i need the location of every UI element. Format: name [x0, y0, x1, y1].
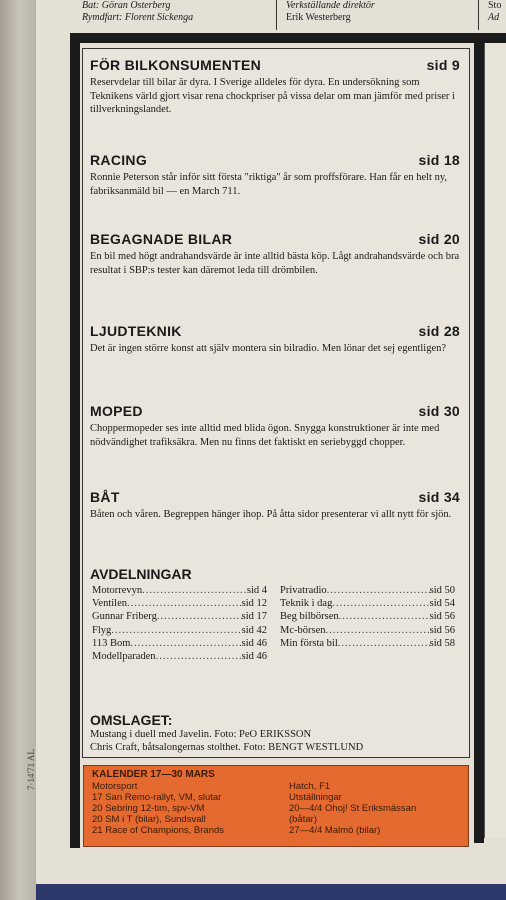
omslaget-text — [90, 728, 465, 754]
list-item: Gunnar Friberg ..... sid 17 — [92, 610, 267, 623]
kalender-line: 20 Sebring 12-tim, spv-VM — [92, 803, 205, 814]
section-bat — [90, 488, 460, 522]
section-title: MOPED — [90, 403, 143, 419]
kalender-line: 21 Race of Champions, Brands — [92, 825, 225, 836]
kalender-line: 20—4/4 Ohoj! St Eriksmässan — [289, 803, 417, 814]
section-text: Reservdelar till bilar är dyra. I Sverige alldeles för dyra. En undersökning som Teknikens värld gjort visar rena chockpriser på vissa delar om man jämför med priser i tillverkningslandet. — [90, 77, 455, 115]
masthead-line: Rymdfart: Florent Sickenga — [82, 12, 194, 23]
kalender-box — [83, 765, 469, 847]
kalender-line: Motorsport — [92, 781, 138, 792]
list-item: Beg bilbörsen ..... sid 56 — [280, 610, 455, 623]
kalender-line: (båtar) — [289, 814, 317, 825]
section-text: En bil med högt andrahandsvärde är inte alltid bästa köp. Lågt andrahandsvärde och bra resultat i SBP:s tester kan däremot leda till drömbilen. — [90, 251, 460, 276]
section-text: Det är ingen större konst att själv montera sin bilradio. Men lönar det sej egentligen? — [90, 343, 447, 354]
section-page: sid 28 — [418, 323, 460, 339]
section-page: sid 18 — [418, 152, 460, 168]
kalender-line: Hatch, F1 — [289, 781, 331, 792]
masthead-divider — [276, 0, 277, 30]
section-page: sid 34 — [418, 489, 460, 505]
section-moped — [90, 402, 460, 449]
section-title: LJUDTEKNIK — [90, 323, 182, 339]
kalender-title: KALENDER 17—30 MARS — [92, 769, 215, 780]
kalender-line: 27—4/4 Malmö (bilar) — [289, 825, 381, 836]
masthead — [36, 0, 506, 30]
kalender-line: 20 SM i T (bilar), Sundsvall — [92, 814, 206, 825]
section-title: FÖR BILKONSUMENTEN — [90, 57, 262, 73]
section-bilkonsumenten — [90, 56, 460, 117]
list-item: 113 Bom ..... sid 46 — [92, 637, 267, 650]
omslaget-line: Chris Craft, båtsalongernas stolthet. Foto: BENGT WESTLUND — [90, 742, 364, 753]
table-surface — [36, 884, 506, 900]
masthead-divider — [478, 0, 479, 30]
masthead-line: Ad — [488, 12, 500, 23]
right-page-edge — [484, 43, 506, 838]
kalender-left-column — [92, 781, 224, 836]
list-item: Ventilen ..... sid 12 — [92, 597, 267, 610]
section-title: RACING — [90, 152, 148, 168]
masthead-line: Verkställande direktör — [286, 0, 375, 11]
section-text: Båten och våren. Begreppen hänger ihop. På åtta sidor presenterar vi allt nytt för sjön. — [90, 509, 452, 520]
avdelningar-left-column — [92, 584, 267, 663]
section-page: sid 9 — [426, 57, 460, 73]
header-black-bar — [70, 33, 506, 43]
section-text: Choppermopeder ses inte alltid med blida ögon. Snygga konstruktioner är inte med nödvändighet trafiksäkra. Men nu finns det faktiskt en seriebyggd chopper. — [90, 423, 440, 448]
list-item: Flyg ..... sid 42 — [92, 624, 267, 637]
omslaget-title: OMSLAGET: — [90, 712, 173, 728]
section-page: sid 20 — [418, 231, 460, 247]
list-item: Teknik i dag ..... sid 54 — [280, 597, 455, 610]
avdelningar-title: AVDELNINGAR — [90, 566, 192, 582]
section-racing — [90, 151, 460, 198]
kalender-right-column — [289, 781, 416, 836]
masthead-line: Sto — [488, 0, 502, 11]
kalender-line: 17 San Remo-rallyt, VM, slutar — [92, 792, 222, 803]
kalender-line: Utställningar — [289, 792, 342, 803]
list-item: Min första bil ..... sid 58 — [280, 637, 455, 650]
omslaget-line: Mustang i duell med Javelin. Foto: PeO ERIKSSON — [90, 729, 312, 740]
section-title: BEGAGNADE BILAR — [90, 231, 233, 247]
list-item: Motorrevyn ..... sid 4 — [92, 584, 267, 597]
list-item: Privatradio ..... sid 50 — [280, 584, 455, 597]
section-begagnade-bilar — [90, 230, 460, 277]
list-item: Mc-börsen ..... sid 56 — [280, 624, 455, 637]
masthead-line: Erik Westerberg — [286, 12, 351, 23]
section-title: BÅT — [90, 489, 120, 505]
list-item: Modellparaden ..... sid 46 — [92, 650, 267, 663]
section-ljudteknik — [90, 322, 460, 356]
avdelningar-right-column — [280, 584, 455, 650]
right-black-strip — [474, 43, 484, 843]
section-text: Ronnie Peterson står inför sitt första "riktiga" år som proffsförare. Han får en helt ny, fabriksanmäld bil — en March 711. — [90, 172, 448, 197]
masthead-line: Bat: Göran Osterberg — [82, 0, 171, 11]
spine-stamp: 7·14'71 AL — [26, 749, 36, 790]
section-page: sid 30 — [418, 403, 460, 419]
